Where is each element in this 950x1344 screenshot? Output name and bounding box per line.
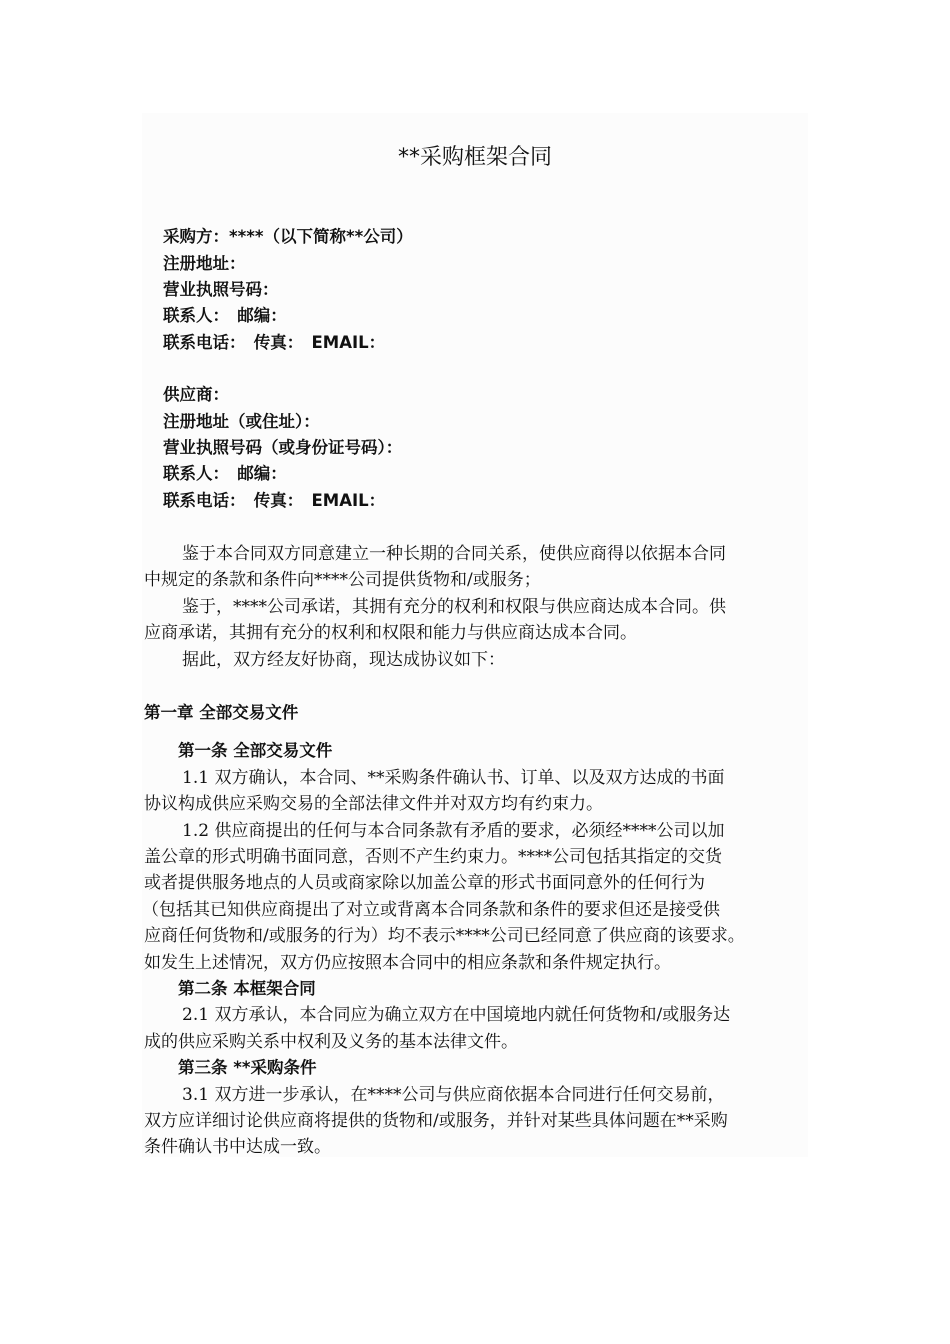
clause-line: 盖公章的形式明确书面同意，否则不产生约束力。****公司包括其指定的交货 — [144, 847, 722, 867]
document-page — [142, 113, 808, 1157]
buyer-phone: 联系电话： 传真： EMAIL： — [163, 333, 386, 352]
supplier-license: 营业执照号码（或身份证号码）： — [163, 438, 403, 457]
article-heading: 第三条 **采购条件 — [178, 1058, 317, 1077]
clause-line: （包括其已知供应商提出了对立或背离本合同条款和条件的要求但还是接受供 — [142, 900, 720, 920]
supplier-name: 供应商： — [163, 385, 229, 404]
clause-line: 1.1 双方确认，本合同、**采购条件确认书、订单、以及双方达成的书面 — [182, 768, 725, 788]
preamble-line: 鉴于，****公司承诺，其拥有充分的权利和权限与供应商达成本合同。供 — [182, 597, 726, 617]
clause-line: 如发生上述情况，双方仍应按照本合同中的相应条款和条件规定执行。 — [144, 953, 671, 973]
clause-line: 应商任何货物和/或服务的行为）均不表示****公司已经同意了供应商的该要求。 — [144, 926, 745, 946]
supplier-contact: 联系人： 邮编： — [163, 464, 287, 483]
contract-title: **采购框架合同 — [397, 145, 552, 170]
preamble-line: 中规定的条款和条件向****公司提供货物和/或服务； — [144, 570, 541, 590]
preamble-line: 应商承诺，其拥有充分的权利和权限和能力与供应商达成本合同。 — [144, 623, 637, 643]
article-heading: 第二条 本框架合同 — [178, 979, 316, 998]
clause-line: 成的供应采购关系中权利及义务的基本法律文件。 — [144, 1032, 518, 1052]
clause-line: 1.2 供应商提出的任何与本合同条款有矛盾的要求，必须经****公司以加 — [182, 821, 725, 841]
preamble-line: 鉴于本合同双方同意建立一种长期的合同关系，使供应商得以依据本合同 — [182, 544, 726, 564]
clause-line: 条件确认书中达成一致。 — [144, 1137, 331, 1157]
buyer-address: 注册地址： — [163, 254, 246, 273]
buyer-license: 营业执照号码： — [163, 280, 279, 299]
clause-line: 3.1 双方进一步承认，在****公司与供应商依据本合同进行任何交易前， — [182, 1085, 725, 1105]
buyer-name: 采购方：****（以下简称**公司） — [163, 227, 413, 246]
chapter-heading: 第一章 全部交易文件 — [144, 703, 299, 722]
supplier-phone: 联系电话： 传真： EMAIL： — [163, 491, 386, 510]
clause-line: 2.1 双方承认，本合同应为确立双方在中国境地内就任何货物和/或服务达 — [182, 1005, 731, 1025]
supplier-address: 注册地址（或住址）： — [163, 412, 320, 431]
article-heading: 第一条 全部交易文件 — [178, 741, 333, 760]
clause-line: 或者提供服务地点的人员或商家除以加盖公章的形式书面同意外的任何行为 — [144, 873, 705, 893]
clause-line: 协议构成供应采购交易的全部法律文件并对双方均有约束力。 — [144, 794, 603, 814]
preamble-line: 据此，双方经友好协商，现达成协议如下： — [182, 650, 505, 670]
clause-line: 双方应详细讨论供应商将提供的货物和/或服务，并针对某些具体问题在**采购 — [144, 1111, 728, 1131]
buyer-contact: 联系人： 邮编： — [163, 306, 287, 325]
